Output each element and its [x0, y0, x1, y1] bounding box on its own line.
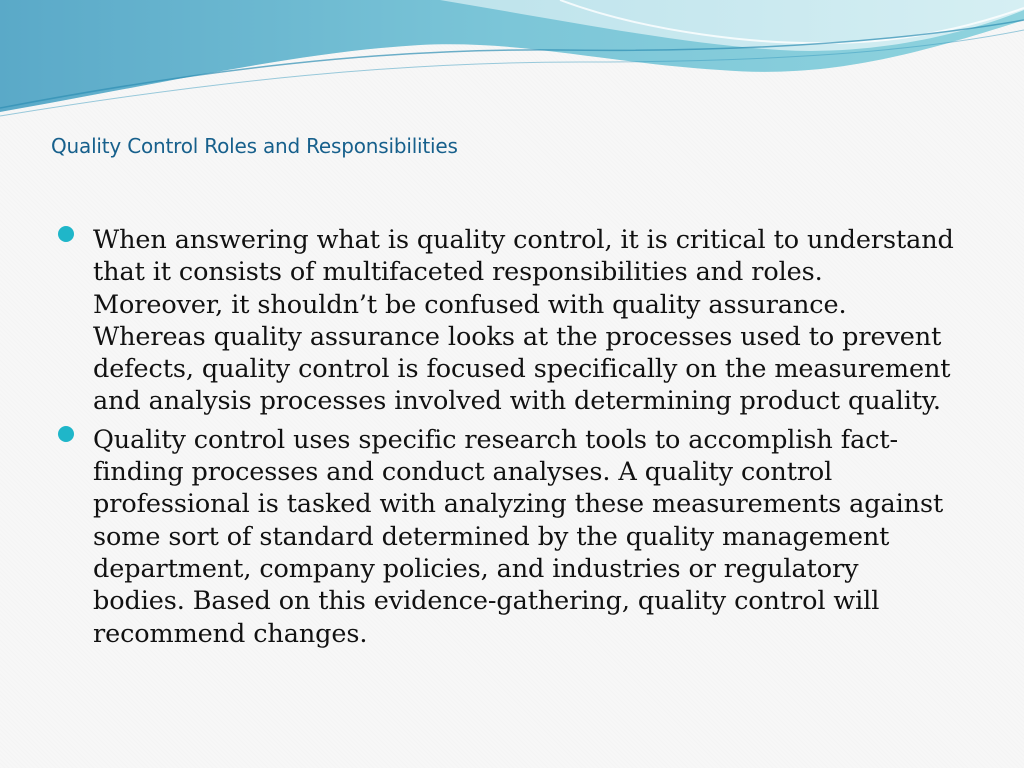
- slide-title: Quality Control Roles and Responsibilities: [51, 134, 458, 158]
- bullet-dot-icon: [58, 426, 74, 442]
- bullet-item: [58, 424, 958, 650]
- header-wave-decoration: [0, 0, 1024, 120]
- bullet-text: Quality control uses specific research tools to accomplish fact-finding processes and conduct analyses. A quality control professional is tasked with analyzing these measurements against some sort of standard determined by the quality management department, company policies, and industries or regulatory bodies. Based on this evidence-gathering, quality control will recommend changes.: [93, 424, 944, 649]
- bullet-list: [58, 224, 958, 656]
- bullet-text: When answering what is quality control, it is critical to understand that it consists of multifaceted responsibilities and roles. Moreover, it shouldn’t be confused with quality assurance. Whereas quality assurance looks at the processes used to prevent defects, quality control is focused specifically on the measurement and analysis processes involved with determining product quality.: [93, 225, 954, 417]
- bullet-dot-icon: [58, 226, 74, 242]
- bullet-item: [58, 224, 958, 418]
